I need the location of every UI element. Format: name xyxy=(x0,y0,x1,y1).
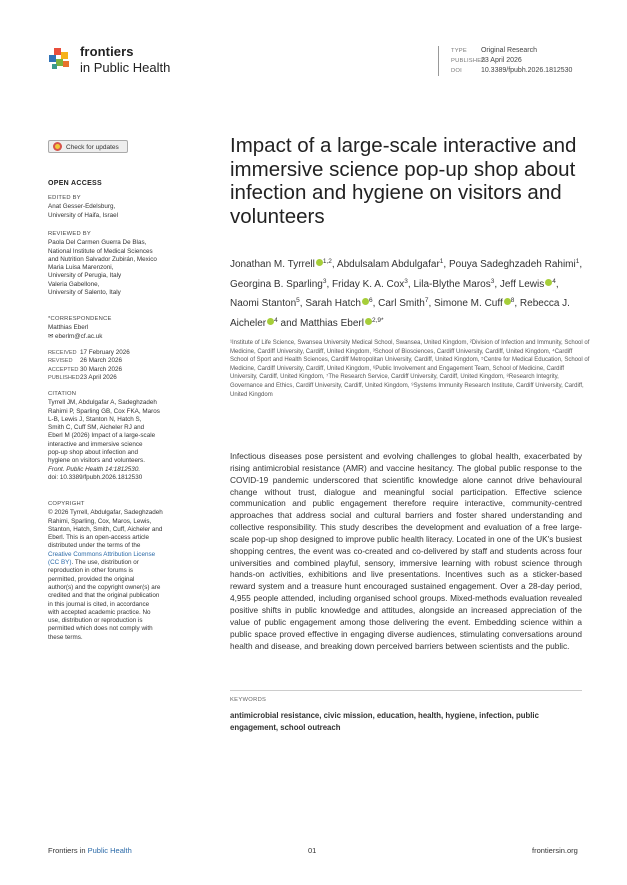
author-affiliation-sup: 8 xyxy=(510,297,515,304)
footer-journal-name[interactable]: Public Health xyxy=(87,846,132,855)
reviewer-line: University of Salento, Italy xyxy=(48,289,121,297)
reviewed-by-label: REVIEWED BY xyxy=(48,231,92,237)
footer-site-link[interactable]: frontiersin.org xyxy=(532,846,578,855)
date-value: 30 March 2026 xyxy=(80,365,123,373)
copyright-line: The use, distribution or xyxy=(74,559,139,567)
orcid-icon[interactable] xyxy=(365,318,372,325)
citation-line: Tyrrell JM, Abdulgafar A, Sadeghzadeh xyxy=(48,399,157,407)
reviewer-line: Maria Luisa Marenzoni, xyxy=(48,264,114,272)
copyright-line: distributed under the terms of the xyxy=(48,542,141,550)
copyright-line: © 2026 Tyrrell, Abdulgafar, Sadeghzadeh xyxy=(48,509,163,517)
journal-logo[interactable] xyxy=(48,44,198,78)
check-updates-icon xyxy=(53,142,62,151)
reviewer-line: National Institute of Medical Sciences xyxy=(48,247,153,255)
date-value: 23 April 2026 xyxy=(80,373,117,381)
copyright-line: use, distribution or reproduction is xyxy=(48,617,143,625)
copyright-line: Rahimi, Sparling, Cox, Maros, Lewis, xyxy=(48,517,152,525)
editor-line: University of Haifa, Israel xyxy=(48,211,118,219)
article-meta xyxy=(438,46,572,76)
frontiers-logo-icon xyxy=(48,46,74,72)
author-name: Georgina B. Sparling xyxy=(230,278,323,290)
author-affiliation-sup: 3 xyxy=(322,277,327,285)
citation-line: Smith C, Cuff SM, Aicheler RJ and xyxy=(48,424,145,432)
orcid-icon[interactable] xyxy=(316,259,323,266)
orcid-icon[interactable] xyxy=(504,298,511,305)
editor-line: Anat Gesser-Edelsburg, xyxy=(48,203,116,211)
author-name: Abdulsalam Abdulgafar xyxy=(336,259,440,270)
citation-line: Eberl M (2026) Impact of a large-scale xyxy=(48,432,156,440)
license-link[interactable]: Creative Commons Attribution License xyxy=(48,550,156,558)
author-name: Jonathan M. Tyrrell xyxy=(230,259,315,270)
journal-name: in Public Health xyxy=(80,60,171,75)
author[interactable] xyxy=(230,259,332,270)
copyright-line: in this journal is cited, in accordance xyxy=(48,600,150,608)
citation-label: CITATION xyxy=(48,391,77,397)
author-affiliation-sup: 6 xyxy=(368,297,373,304)
date-value: 26 March 2026 xyxy=(80,357,123,365)
sidebar-open-access xyxy=(48,180,188,188)
email-icon: ✉ xyxy=(48,332,56,340)
author-name: Naomi Stanton xyxy=(230,298,297,309)
footer-prefix: Frontiers in xyxy=(48,846,86,855)
affiliations: ¹Institute of Life Science, Swansea University Medical School, Swansea, United Kingdom, ²Division of Infection and Immunity, School of Medicine, Cardiff University, Cardiff, United Kingdom, ³School of Biosciences, Cardiff University, Cardiff, United Kingdom, ⁴Cardiff School of Sport and Health Sciences, Cardiff Metropolitan University, Cardiff, United Kingdom, ⁵Centre for Medical Education, School of Medicine, Cardiff University, Cardiff, United Kingdom, ⁶Public Involvement and Engagement Team, School of Medicine, Cardiff University, Cardiff, United Kingdom, ⁷The Research Service, Cardiff University, Cardiff, United Kingdom, ⁸Research Integrity, Governance and Ethics, Cardiff University, Cardiff, United Kingdom, ⁹Systems Immunity Research Institute, Cardiff University, Cardiff, United Kingdom xyxy=(230,340,590,398)
author-affiliation-sup: 1 xyxy=(439,258,444,265)
author[interactable] xyxy=(413,279,494,290)
author-name: Carl Smith xyxy=(378,298,425,309)
doi-label: DOI xyxy=(451,68,462,74)
author[interactable] xyxy=(300,318,384,329)
citation-line: doi: 10.3389/fpubh.2026.1812530 xyxy=(48,473,143,481)
sidebar-citation xyxy=(48,390,188,482)
author-name: Rebecca J. Aicheler xyxy=(230,298,570,329)
correspondence-email[interactable]: eberlm@cf.ac.uk xyxy=(55,332,103,340)
author[interactable] xyxy=(305,298,372,309)
copyright-line: permitted, provided the original xyxy=(48,575,135,583)
copyright-line: Stanton, Hatch, Smith, Cuff, Aicheler and xyxy=(48,525,163,533)
citation-line: interactive and immersive science xyxy=(48,440,143,448)
author[interactable] xyxy=(332,279,408,290)
journal-brand: frontiers xyxy=(80,44,134,59)
type-label: TYPE xyxy=(451,48,467,54)
citation-line: pop-up shop about infection and xyxy=(48,449,138,457)
author[interactable] xyxy=(337,259,443,270)
orcid-icon[interactable] xyxy=(362,298,369,305)
page-number: 01 xyxy=(308,846,317,855)
edited-by-label: EDITED BY xyxy=(48,195,81,201)
date-label: REVISED xyxy=(48,358,73,365)
author[interactable] xyxy=(378,298,428,309)
copyright-line: these terms. xyxy=(48,633,83,641)
copyright-line: reproduction in other forums is xyxy=(48,567,134,575)
author-affiliation-sup: 1,2 xyxy=(322,258,332,265)
author-affiliation-sup: 7 xyxy=(424,297,429,304)
citation-line: Front. Public Health 14:1812530. xyxy=(48,465,141,473)
author-affiliation-sup: 2,9* xyxy=(371,316,384,324)
author[interactable] xyxy=(449,259,579,270)
author-name: Pouya Sadeghzadeh Rahimi xyxy=(448,259,576,270)
date-label: PUBLISHED xyxy=(48,374,80,381)
author[interactable] xyxy=(230,298,300,309)
author-name: Matthias Eberl xyxy=(300,317,364,329)
copyright-label: COPYRIGHT xyxy=(48,501,85,507)
author[interactable] xyxy=(500,279,556,290)
open-access-label: OPEN ACCESS xyxy=(48,180,102,187)
sidebar-copyright: COPYRIGHT © 2026 Tyrrell, Abdulgafar, Sadeghzadeh Rahimi, Sparling, Cox, Maros, Lewis, Stanton, Hatch, Smith, Cuff, Aicheler and Eberl. This is an open-access article distributed under the terms of the Creative Commons Attribution License (CC BY). The use, distribution or reproduction in other forums is permitted, provided the original author(s) and the copyright owner(s) are credited and that the original publication in this journal is cited, in accordance with accepted academic practice. No use, distribution or reproduction is permitted which does not comply with these terms. xyxy=(48,500,188,642)
check-for-updates-button[interactable] xyxy=(48,140,128,153)
article-title: Impact of a large-scale interactive and immersive science pop-up shop about infection and hygiene on visitors and volunteers xyxy=(230,134,577,228)
author-affiliation-sup: 3 xyxy=(404,277,408,285)
date-value: 17 February 2026 xyxy=(80,349,130,356)
copyright-line: with accepted academic practice. No xyxy=(48,608,151,616)
date-label: ACCEPTED xyxy=(48,366,79,373)
author-affiliation-sup: 3 xyxy=(490,277,495,285)
author-name: Jeff Lewis xyxy=(499,278,545,290)
footer-journal xyxy=(48,846,132,855)
author-name: Lila-Blythe Maros xyxy=(413,278,491,290)
citation-line: Rahimi P, Sparling GB, Cox FKA, Maros xyxy=(48,407,160,415)
author-affiliation-sup: 5 xyxy=(296,297,300,304)
author-name: Friday K. A. Cox xyxy=(332,278,405,290)
correspondence-name: Matthias Eberl xyxy=(48,324,89,332)
author-name: Simone M. Cuff xyxy=(434,298,503,309)
published-label: PUBLISHED xyxy=(451,58,486,64)
copyright-line: Eberl. This is an open-access article xyxy=(48,534,150,542)
correspondence-label: *CORRESPONDENCE xyxy=(48,316,112,322)
author-name: Sarah Hatch xyxy=(305,298,361,309)
author[interactable] xyxy=(230,279,326,290)
sidebar-edited-by xyxy=(48,194,188,220)
citation-line: hygiene on visitors and volunteers. xyxy=(48,457,145,465)
keywords: antimicrobial resistance, civic mission, education, health, hygiene, infection, public engagement, school outreach xyxy=(230,711,539,732)
author-list: Jonathan M. Tyrrell $^{1,2}$, Abdulsalam Abdulgafar$^1$, Pouya Sadeghzadeh Rahimi$^1$, Georgina B. Sparling$^3$, Friday K. A. Cox$^3$, Lila-Blythe Maros$^3$, Jeff Lewis $^4$, Naomi Stanton$^5$, Sarah Hatch $^6$, Carl Smith$^7$, Simone M. Cuff $^8$, Rebecca J. Aicheler $^4$ and Matthias Eberl $^{2,9*}$ xyxy=(230,258,583,329)
author-affiliation-sup: 1 xyxy=(575,258,580,265)
sidebar-dates xyxy=(48,349,188,382)
reviewer-line: University of Perugia, Italy xyxy=(48,272,122,280)
reviewer-line: and Nutrition Salvador Zubirán, Mexico xyxy=(48,255,157,263)
citation-line: L-B, Lewis J, Stanton N, Hatch S, xyxy=(48,415,142,423)
doi-value[interactable]: 10.3389/fpubh.2026.1812530 xyxy=(480,67,573,74)
author-affiliation-sup: 4 xyxy=(274,316,278,324)
reviewer-line: Valeria Gabellone, xyxy=(48,280,100,288)
copyright-line: permitted which does not comply with xyxy=(48,625,153,633)
abstract: Infectious diseases pose persistent and evolving challenges to global health, exacerbated by rising antimicrobial resistance (AMR) and vaccine hesitancy. The global public response to the COVID-19 pandemic underscored that scientific knowledge alone cannot drive behavioural change without trust, dialogue and meaningful social participation. Effective science communication and public engagement therefore require interactive, community-centred approaches that address social and cultural barriers and foster shared understanding and collective responsibility. This study describes the development and evaluation of a free large-scale pop-up shop designed to improve public health literacy. Located in one of the UK's busiest shopping centres, the event was co-created and co-delivered by staff and students across four universities and combined playful, sensory, immersive learning with robust science through hands-on activities, exhibitions and live presentations. Incentives such as a sticker-based reward system and a treasure hunt encouraged sustained engagement. Over a 28-day period, 4,955 people attended, including organised school groups. Mixed-methods evaluation revealed positive shifts in public knowledge and attitudes, alongside an increased appreciation of the value of public engagement among those delivering the event. Embedding science within a public space proved effective in engaging diverse audiences, stimulating conversations around health and disease, and breaking down perceived barriers between scientists and the public. xyxy=(230,451,582,651)
published-value: 23 April 2026 xyxy=(480,57,522,64)
keywords-label: KEYWORDS xyxy=(230,697,267,703)
copyright-line: credited and that the original publication xyxy=(48,592,160,600)
check-updates-label: Check for updates xyxy=(66,144,119,151)
reviewer-line: Paola Del Carmen Guerra De Blas, xyxy=(48,239,147,247)
author[interactable] xyxy=(434,298,514,309)
keywords-divider xyxy=(230,690,582,691)
sidebar-correspondence xyxy=(48,315,188,341)
date-label: RECEIVED xyxy=(48,350,77,356)
license-link-short[interactable]: (CC BY) xyxy=(48,559,72,567)
author-affiliation-sup: 4 xyxy=(552,277,556,285)
copyright-line: author(s) and the copyright owner(s) are xyxy=(48,583,161,591)
sidebar-reviewed-by xyxy=(48,230,188,297)
type-value: Original Research xyxy=(480,47,537,54)
